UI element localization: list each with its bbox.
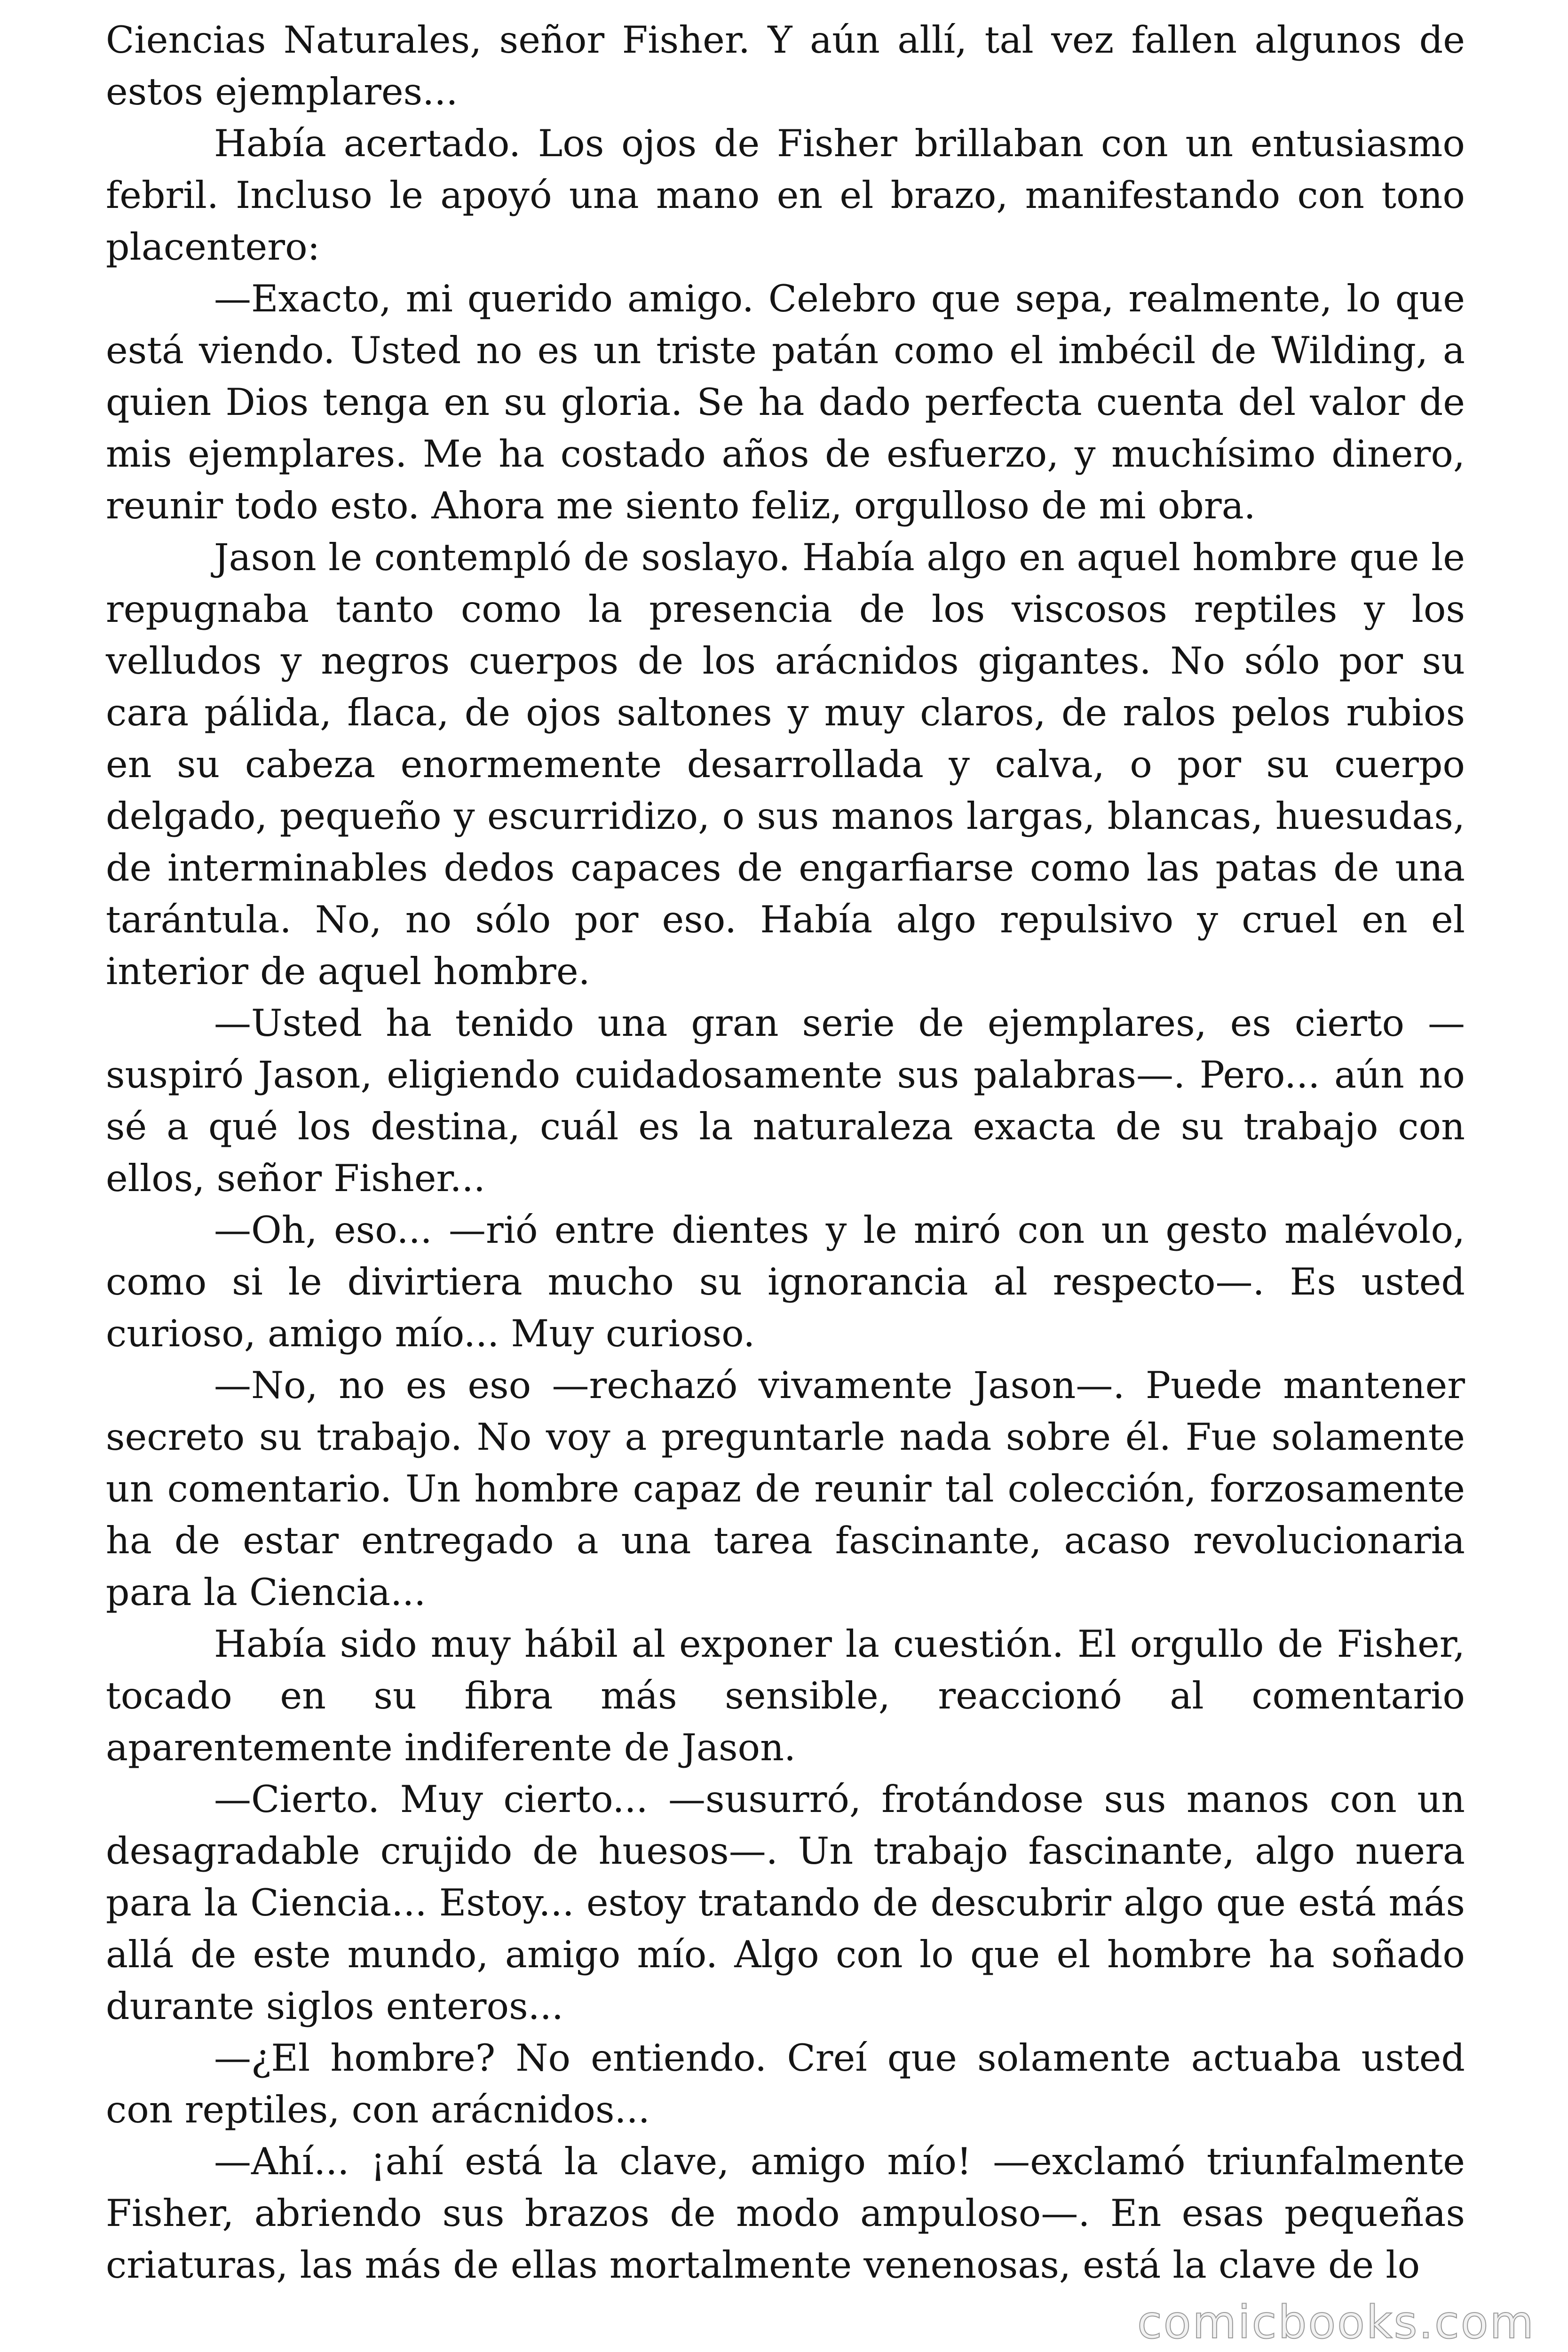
paragraph: —Ahí... ¡ahí está la clave, amigo mío! —exclamó triunfalmente Fisher, abriendo sus brazos de modo ampuloso—. En esas pequeñas criaturas, las más de ellas mortalmente venenosas, está la clave de lo [106, 2140, 1465, 2287]
paragraph: Jason le contempló de soslayo. Había algo en aquel hombre que le repugnaba tanto como la presencia de los viscosos reptiles y los velludos y negros cuerpos de los arácnidos gigantes. No sólo por su cara pálida, flaca, de ojos saltones y muy claros, de ralos pelos rubios en su cabeza enormemente desarrollada y calva, o por su cuerpo delgado, pequeño y escurridizo, o sus manos largas, blancas, huesudas, de interminables dedos capaces de engarfiarse como las patas de una tarántula. No, no sólo por eso. Había algo repulsivo y cruel en el interior de aquel hombre. [106, 536, 1465, 993]
watermark: comicbooks.com [1137, 2296, 1535, 2349]
paragraph: —Oh, eso... —rió entre dientes y le miró con un gesto malévolo, como si le divirtiera mucho su ignorancia al respecto—. Es usted curioso, amigo mío... Muy curioso. [106, 1208, 1465, 1355]
paragraph: Había sido muy hábil al exponer la cuestión. El orgullo de Fisher, tocado en su fibra más sensible, reaccionó al comentario aparentemente indiferente de Jason. [106, 1622, 1465, 1769]
paragraph: —No, no es eso —rechazó vivamente Jason—. Puede mantener secreto su trabajo. No voy a preguntarle nada sobre él. Fue solamente un comentario. Un hombre capaz de reunir tal colección, forzosamente ha de estar entregado a una tarea fascinante, acaso revolucionaria para la Ciencia... [106, 1364, 1465, 1614]
paragraph: Había acertado. Los ojos de Fisher brillaban con un entusiasmo febril. Incluso le apoyó una mano en el brazo, manifestando con tono placentero: [106, 122, 1465, 269]
paragraph: —Exacto, mi querido amigo. Celebro que sepa, realmente, lo que está viendo. Usted no es un triste patán como el imbécil de Wilding, a quien Dios tenga en su gloria. Se ha dado perfecta cuenta del valor de mis ejemplares. Me ha costado años de esfuerzo, y muchísimo dinero, reunir todo esto. Ahora me siento feliz, orgulloso de mi obra. [106, 277, 1465, 527]
paragraph: —Usted ha tenido una gran serie de ejemplares, es cierto —suspiró Jason, eligiendo cuidadosamente sus palabras—. Pero... aún no sé a qué los destina, cuál es la naturaleza exacta de su trabajo con ellos, señor Fisher... [106, 1001, 1465, 1200]
book-page-text [106, 14, 1465, 2291]
paragraph: —¿El hombre? No entiendo. Creí que solamente actuaba usted con reptiles, con arácnidos... [106, 2036, 1465, 2131]
paragraph: Ciencias Naturales, señor Fisher. Y aún allí, tal vez fallen algunos de estos ejemplares... [106, 18, 1465, 113]
paragraph: —Cierto. Muy cierto... —susurró, frotándose sus manos con un desagradable crujido de huesos—. Un trabajo fascinante, algo nuera para la Ciencia... Estoy... estoy tratando de descubrir algo que está más allá de este mundo, amigo mío. Algo con lo que el hombre ha soñado durante siglos enteros... [106, 1778, 1465, 2028]
